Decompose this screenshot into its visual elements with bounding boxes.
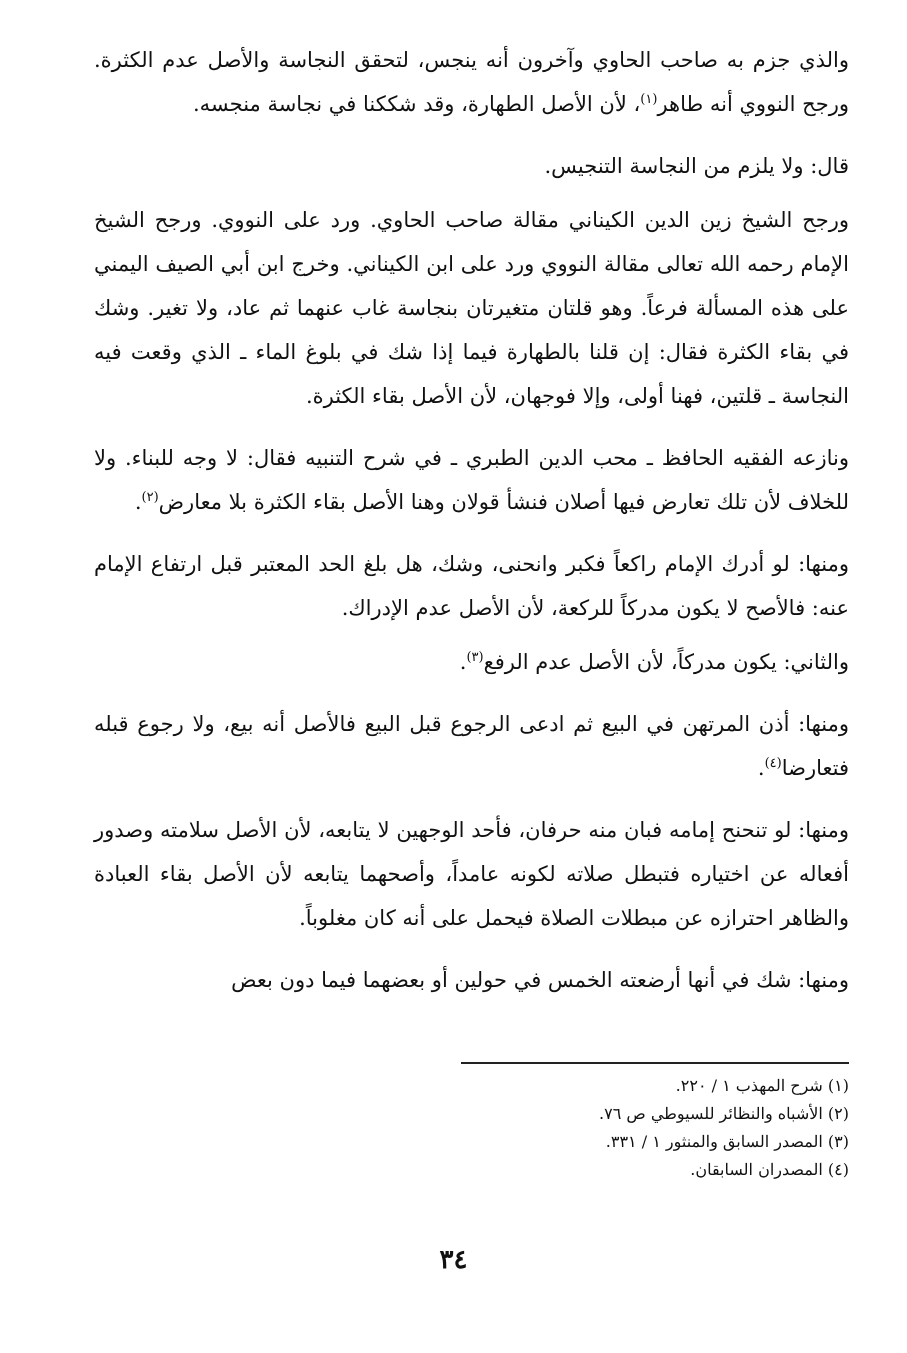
footnote-ref-2: (٢) xyxy=(141,490,159,505)
paragraph-4-text: ونازعه الفقيه الحافظ ـ محب الدين الطبري ـ في شرح التنبيه فقال: لا وجه للبناء. ولا للخلاف لأن تلك تعارض فيها أصلان فنشأ قولان وهنا الأصل بقاء الكثرة بلا معارض xyxy=(94,446,849,514)
footnote-ref-3: (٣) xyxy=(466,650,484,665)
paragraph-1-text: والذي جزم به صاحب الحاوي وآخرون أنه ينجس، لتحقق النجاسة والأصل عدم الكثرة. ورجح النووي أنه طاهر xyxy=(94,48,849,116)
paragraph-5: ومنها: لو أدرك الإمام راكعاً فكبر وانحنى، وشك، هل بلغ الحد المعتبر قبل ارتفاع الإمام عنه: فالأصح لا يكون مدركاً للركعة، لأن الأصل عدم الإدراك. xyxy=(94,552,849,620)
paragraph-7 xyxy=(94,702,849,790)
paragraph-6-tail: . xyxy=(459,650,467,674)
footnote-ref-4: (٤) xyxy=(764,756,782,771)
footnote-2: (٢) الأشباه والنظائر للسيوطي ص ٧٦. xyxy=(599,1104,849,1123)
footnote-divider xyxy=(461,1062,849,1064)
paragraph-7-text: ومنها: أذن المرتهن في البيع ثم ادعى الرجوع قبل البيع فالأصل أنه بيع، ولا رجوع قبله فتعارضا xyxy=(94,712,849,780)
footnote-ref-1: (١) xyxy=(640,92,658,107)
footnote-3: (٣) المصدر السابق والمنثور ١ / ٣٣١. xyxy=(605,1132,849,1151)
paragraph-7-tail: . xyxy=(757,756,765,780)
paragraph-1-tail: ، لأن الأصل الطهارة، وقد شككنا في نجاسة منجسه. xyxy=(192,92,641,116)
paragraph-9: ومنها: شك في أنها أرضعته الخمس في حولين أو بعضهما فيما دون بعض xyxy=(231,968,849,992)
paragraph-8: ومنها: لو تنحنح إمامه فبان منه حرفان، فأحد الوجهين لا يتابعه، لأن الأصل سلامته وصدور أفعاله عن اختياره فتبطل صلاته لكونه عامداً، وأصحهما يتابعه لأن الأصل بقاء العبادة والظاهر احترازه عن مبطلات الصلاة فيحمل على أنه كان مغلوباً. xyxy=(94,818,849,930)
footnotes xyxy=(94,1072,849,1184)
footnote-1: (١) شرح المهذب ١ / ٢٢٠. xyxy=(675,1076,849,1095)
paragraph-2: قال: ولا يلزم من النجاسة التنجيس. xyxy=(544,154,849,178)
paragraph-6 xyxy=(94,640,849,684)
footnote-4: (٤) المصدران السابقان. xyxy=(690,1160,849,1179)
paragraph-4 xyxy=(94,436,849,524)
paragraph-1 xyxy=(94,38,849,126)
paragraph-4-tail: . xyxy=(134,490,142,514)
paragraph-3: ورجح الشيخ زين الدين الكيناني مقالة صاحب الحاوي. ورد على النووي. ورجح الشيخ الإمام رحمه الله تعالى مقالة النووي ورد على ابن الكيناني. وخرج ابن أبي الصيف اليمني على هذه المسألة فرعاً. وهو قلتان متغيرتان بنجاسة غاب عنهما ثم عاد، ولا تغير. وشك في بقاء الكثرة فقال: إن قلنا بالطهارة فيما إذا شك في بلوغ الماء ـ الذي وقعت فيه النجاسة ـ قلتين، فهنا أولى، وإلا فوجهان، لأن الأصل بقاء الكثرة. xyxy=(94,208,849,408)
paragraph-6-text: والثاني: يكون مدركاً، لأن الأصل عدم الرفع xyxy=(483,650,849,674)
page-number: ٣٤ xyxy=(439,1245,468,1275)
